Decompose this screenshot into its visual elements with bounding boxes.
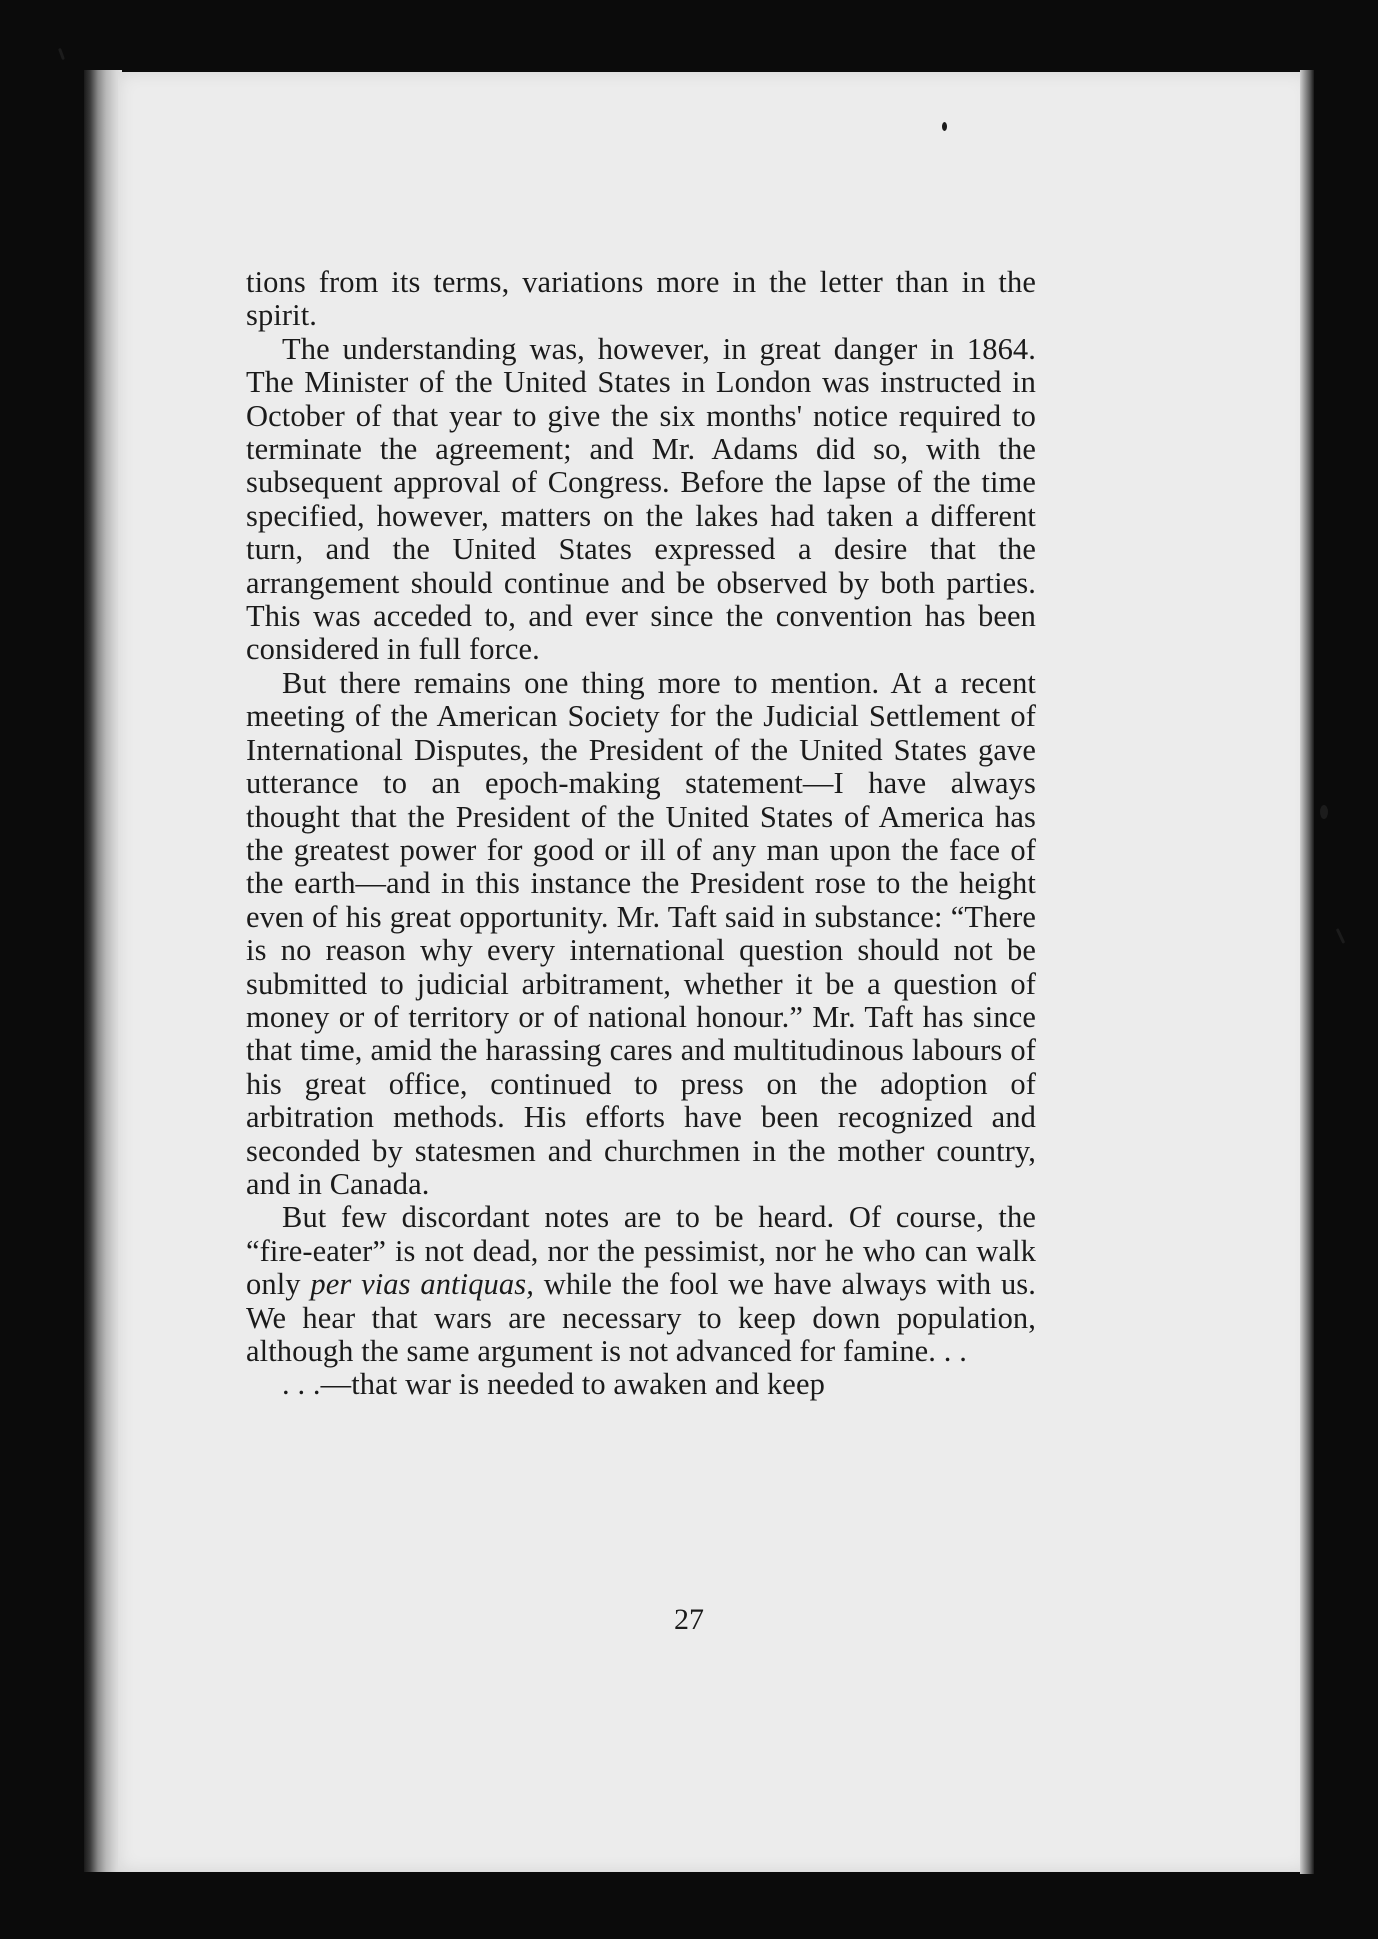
paragraph-1: tions from its terms, variations more in the letter than in the spirit.	[246, 265, 1036, 333]
latin-phrase: per vias antiquas,	[310, 1267, 534, 1302]
dust-speck	[58, 48, 65, 60]
binding-gutter	[84, 70, 122, 1872]
dust-speck	[1320, 805, 1328, 819]
paragraph-3: But there remains one thing more to mention. At a recent meeting of the American Society for the Judicial Settlement of International Disputes, the President of the United States gave utterance to an epoch-making statement—I have always thought that the President of the United States of America has the greatest power for good or ill of any man upon the face of the earth—and in this instance the President rose to the height even of his great opportunity. Mr. Taft said in substance: “There is no reason why every international question should not be submitted to judicial arbitrament, whether it be a question of money or of territory or of national honour.” Mr. Taft has since that time, amid the harassing cares and multitudinous labours of his great office, continued to press on the adoption of arbitration methods. His efforts have been recognized and seconded by statesmen and churchmen in the mother country, and in Canada.	[246, 665, 1036, 1201]
page-number: 27	[674, 1603, 704, 1636]
paragraph-4-text-before-italic: But few discordant notes are to be heard. Of course, the “fire-eater” is not dead, nor the pessimist, nor he who can walk only	[246, 1200, 1036, 1302]
paragraph-4-text-after-italic: while the fool we have always with us. We hear that wars are necessary to keep down population, although the same argument is not advanced for famine. . .	[246, 1267, 1036, 1368]
body-text	[246, 266, 1036, 1402]
paragraph-2: The understanding was, however, in great danger in 1864. The Minister of the United States in London was instructed in October of that year to give the six months' notice required to terminate the agreement; and Mr. Adams did so, with the subsequent approval of Congress. Before the lapse of the time specified, however, matters on the lakes had taken a different turn, and the United States expressed a desire that the arrangement should continue and be observed by both parties. This was acceded to, and ever since the convention has been considered in full force.	[246, 331, 1036, 667]
final-line: . . .—that war is needed to awaken and keep	[282, 1367, 825, 1402]
dust-speck	[1336, 928, 1345, 944]
paragraph-4	[246, 1201, 1036, 1368]
dust-speck	[942, 122, 947, 131]
